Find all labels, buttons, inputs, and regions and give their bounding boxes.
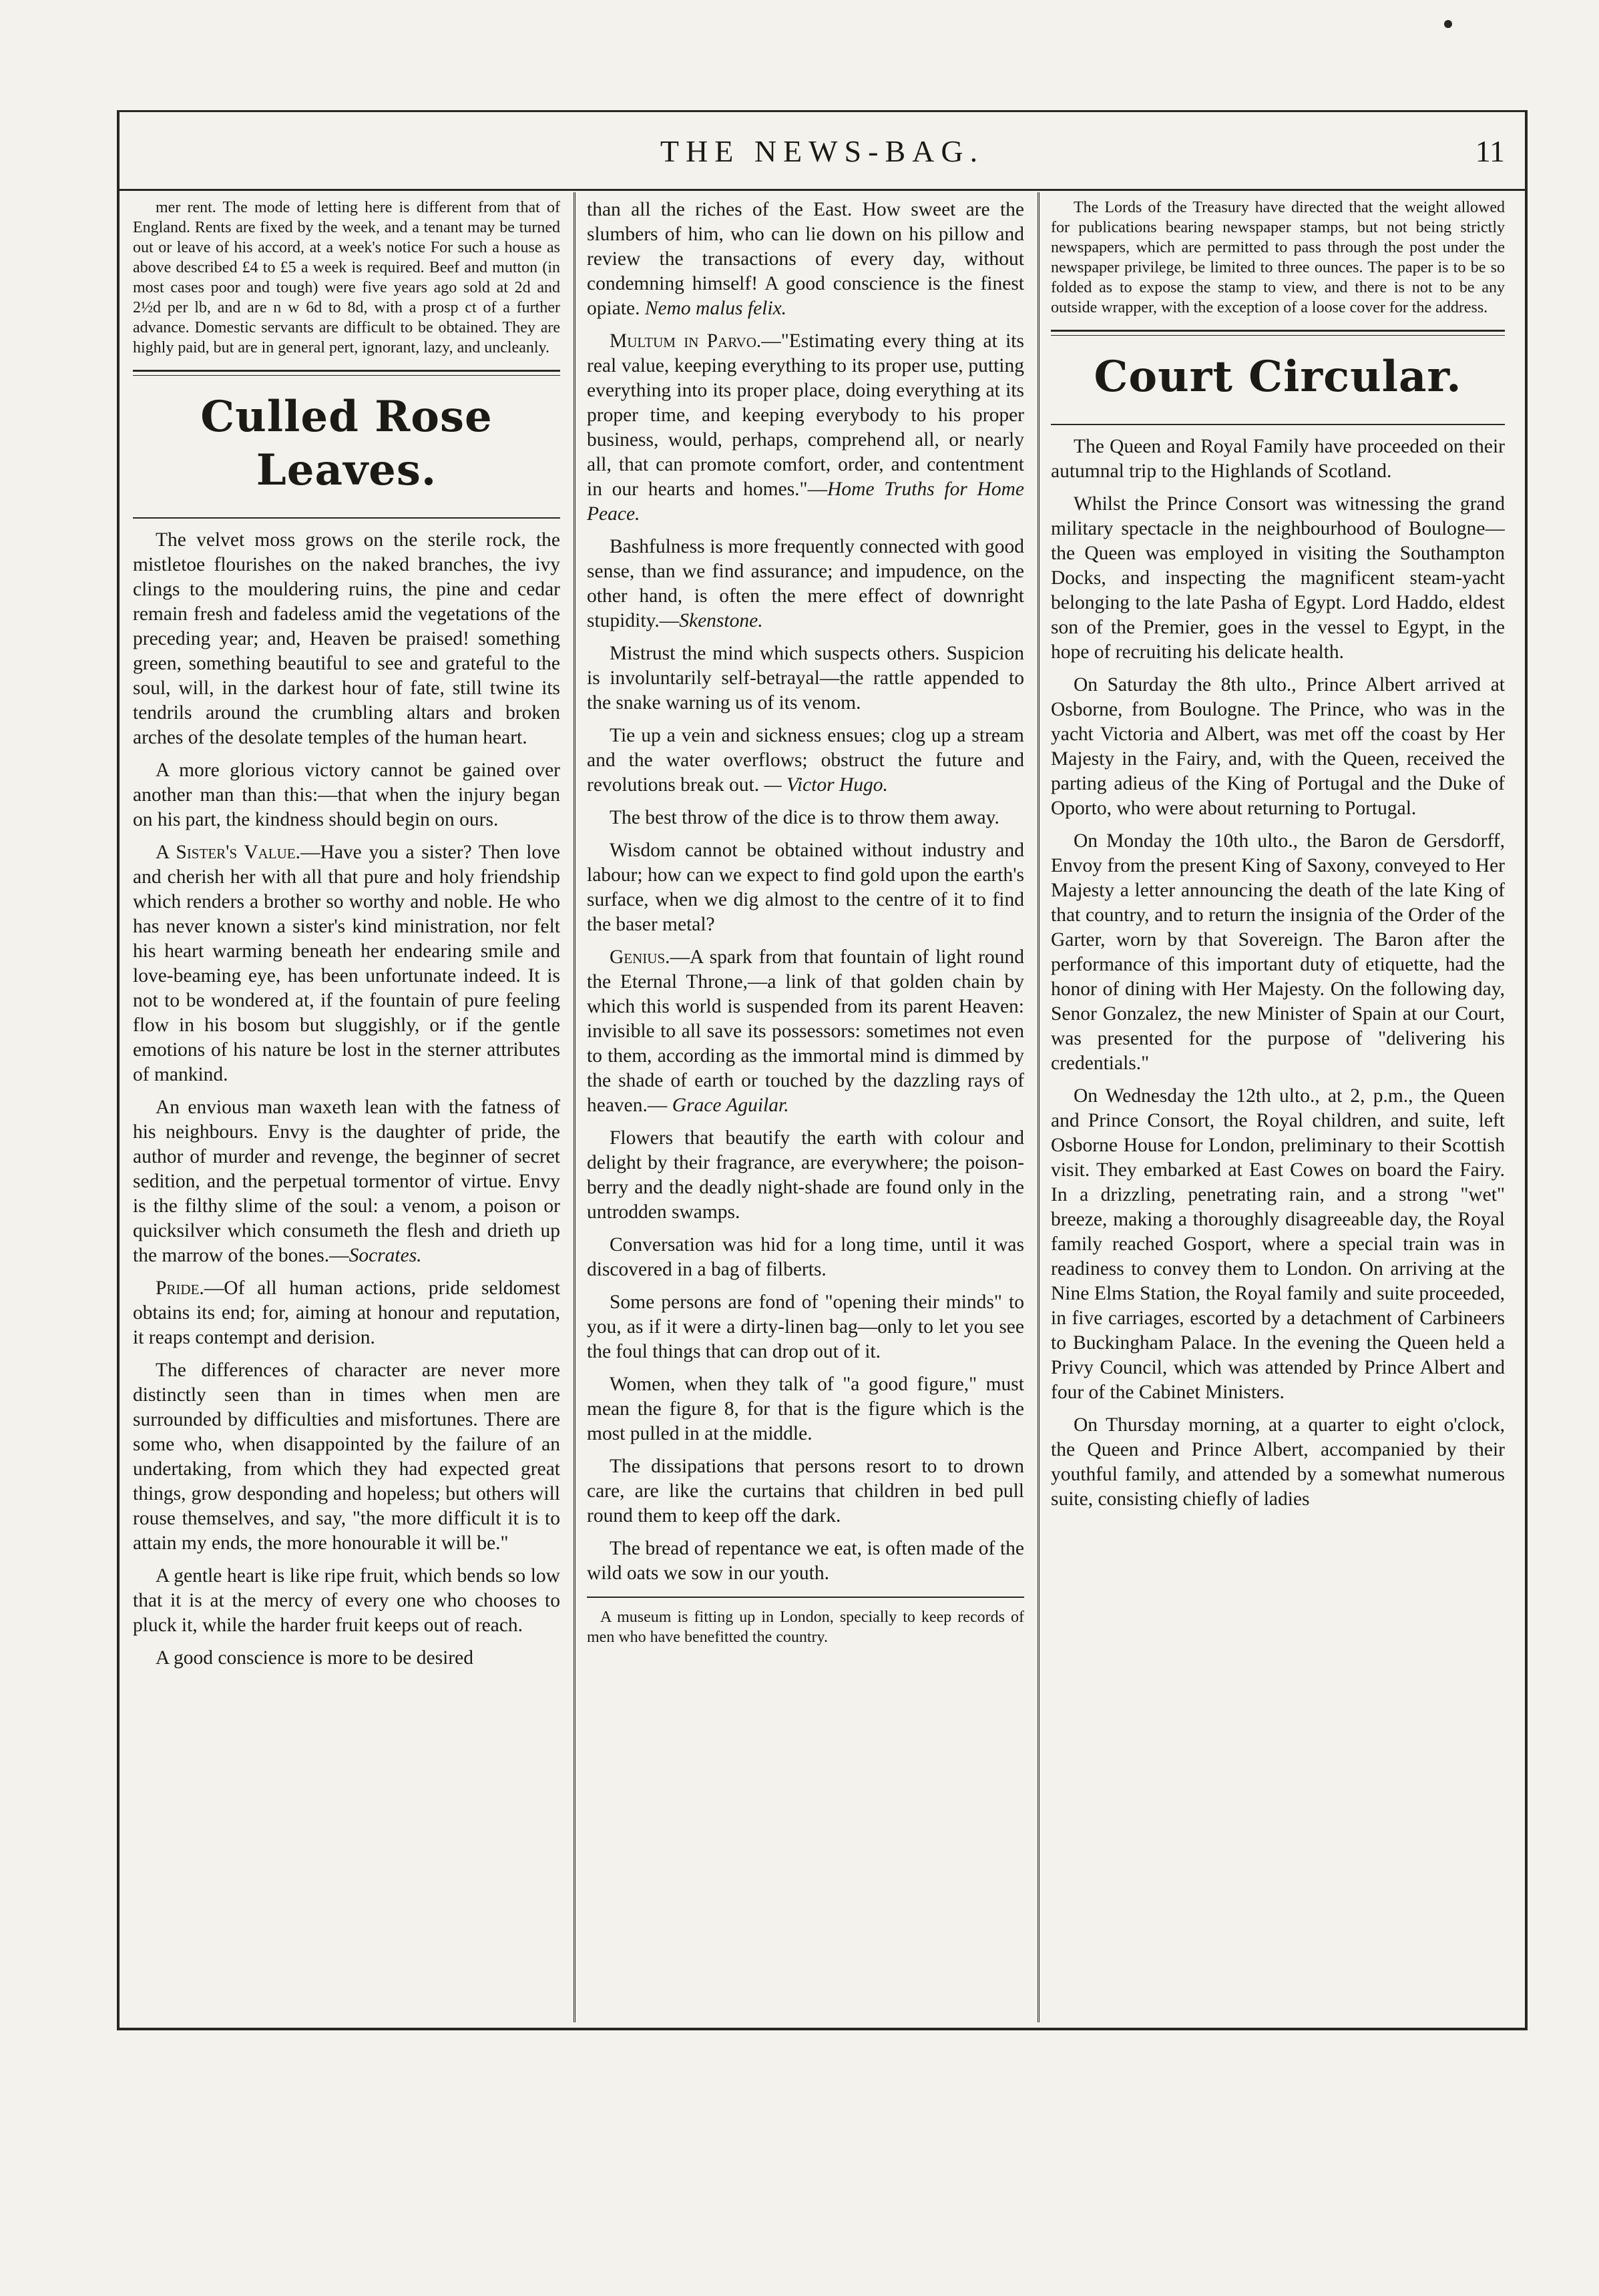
paragraph: Conversation was hid for a long time, until it was discovered in a bag of filberts.	[587, 1234, 1024, 1280]
article-continuation: mer rent. The mode of letting here is different from that of England. Rents are fixed by the week, and a tenant may be turned out or leave of his accord, at a week's notice For such a house as above described £4 to £5 a week is required. Beef and mutton (in most cases poor and tough) were five years ago sold at 2d and 2½d per lb, and are n w 6d to 8d, with a prosp ct of a further advance. Domestic servants are difficult to be obtained. They are highly paid, but are in general pert, ignorant, lazy, and uncleanly.	[133, 199, 560, 356]
paragraph: A more glorious victory cannot be gained over another man than this:—that when the injury began on his part, the kindness should begin on ours.	[133, 760, 560, 830]
column-rule-2	[1038, 192, 1040, 2022]
column-right	[1051, 198, 1505, 2017]
paragraph: On Monday the 10th ulto., the Baron de Gersdorff, Envoy from the present King of Saxony, conveyed to Her Majesty a letter announcing the death of the late King of that country, and to return the insignia of the Order of the Garter, worn by that Sovereign. The Baron after the performance of this important duty of etiquette, had the honor of dining with Her Majesty. On the following day, Senor Gonzalez, the new Minister of Spain at our Court, was presented for the purpose of "delivering his credentials."	[1051, 830, 1505, 1074]
paragraph: A good conscience is more to be desired	[156, 1647, 473, 1669]
paragraph-body: —Of all human actions, pride seldomest obtains its end; for, aiming at honour and reputation, it reaps contempt and derision.	[133, 1277, 560, 1348]
paragraph: Women, when they talk of "a good figure," must mean the figure 8, for that is the figure which is the most pulled in at the middle.	[587, 1374, 1024, 1444]
paragraph	[587, 535, 1024, 633]
paragraph-body: —A spark from that fountain of light round the Eternal Throne,—a link of that golden chain by which this world is suspended from its parent Heaven: invisible to all save its possessors: sometimes not even to them, according as the immortal mind is dimmed by the shade of earth or touched by the dazzling rays of heaven.—	[587, 946, 1024, 1116]
paragraph: Some persons are fond of "opening their minds" to you, as if it were a dirty-linen bag—only to let you see the foul things that can drop out of it.	[587, 1292, 1024, 1362]
paragraph-lead: Pride.	[156, 1277, 204, 1299]
attribution: Skenstone.	[679, 610, 763, 631]
paragraph-lead: Genius.	[610, 946, 670, 968]
paragraph-body: An envious man waxeth lean with the fatness of his neighbours. Envy is the daughter of pride, the author of murder and revenge, the beginner of secret sedition, and the perpetual tormentor of virtue. Envy is the filthy slime of the soul: a venom, a poison or quicksilver which consumeth the flesh and drieth up the marrow of the bones.—	[133, 1097, 560, 1266]
notice-divider	[587, 1597, 1024, 1598]
paragraph: The dissipations that persons resort to to drown care, are like the curtains that children in bed pull round them to keep off the dark.	[587, 1456, 1024, 1526]
paragraph-body: —"Estimating every thing at its real value, keeping everything to its proper use, putting everything into its proper place, doing everything at its proper time, and keeping everybody to his proper business, would, perhaps, comprehend all, or nearly all, that can promote comfort, order, and contentment in our hearts and homes."—	[587, 330, 1024, 500]
paragraph: The Queen and Royal Family have proceeded on their autumnal trip to the Highlands of Scotland.	[1051, 436, 1505, 482]
column-middle	[587, 198, 1024, 2017]
title-underline	[133, 517, 560, 519]
title-underline	[1051, 424, 1505, 425]
attribution: Nemo malus felix.	[644, 298, 787, 319]
paragraph-body: than all the riches of the East. How sweet are the slumbers of him, who can lie down on his pillow and review the transactions of every day, without condemning himself! A good conscience is the finest opiate.	[587, 199, 1024, 319]
attribution: Home Truths for Home Peace.	[587, 479, 1024, 525]
paragraph: On Thursday morning, at a quarter to eight o'clock, the Queen and Prince Albert, accompanied by their youthful family, and attended by a somewhat numerous suite, consisting chiefly of ladies	[1051, 1414, 1505, 1510]
paragraph: The velvet moss grows on the sterile rock, the mistletoe flourishes on the naked branches, the ivy clings to the mouldering ruins, the pine and cedar remain fresh and fadeless amid the vegetations of the preceding year; and, Heaven be praised! something green, something beautiful to see and grateful to the soul, will, in the darkest hour of fate, still twine its tendrils around the crumbling altars and broken arches of the desolate temples of the human heart.	[133, 529, 560, 748]
paragraph	[587, 945, 1024, 1118]
paragraph: Mistrust the mind which suspects others. Suspicion is involuntarily self-betrayal—the rattle appended to the snake warning us of its venom.	[587, 643, 1024, 713]
paragraph: Flowers that beautify the earth with colour and delight by their fragrance, are everywhere; the poison-berry and the deadly night-shade are found only in the untrodden swamps.	[587, 1127, 1024, 1223]
museum-notice: A museum is fitting up in London, specially to keep records of men who have benefitted the country.	[587, 1609, 1024, 1646]
paragraph-body: Tie up a vein and sickness ensues; clog up a stream and the water overflows; obstruct the future and revolutions break out.	[587, 725, 1024, 796]
paragraph	[133, 1276, 560, 1350]
paragraph: Whilst the Prince Consort was witnessing the grand military spectacle in the neighbourhood of Boulogne—the Queen was employed in visiting the Southampton Docks, and inspecting the magnificent steam-yacht belonging to the late Pasha of Egypt. Lord Haddo, eldest son of the Premier, goes in the vessel to Egypt, in the hope of recruiting his delicate health.	[1051, 493, 1505, 663]
attribution: Socrates.	[349, 1245, 422, 1266]
paragraph: On Wednesday the 12th ulto., at 2, p.m., the Queen and Prince Consort, the Royal children, and suite, left Osborne House for London, preliminary to their Scottish visit. They embarked at East Cowes on board the Fairy. In a drizzling, penetrating rain, and a strong "wet" breeze, making a thoroughly disagreeable day, the Royal family reached Gosport, where a special train was in readiness to convey them to London. On arriving at the Nine Elms Station, the Royal family and suite proceeded, in five carriages, escorted by a detachment of Carbineers to Buckingham Palace. In the evening the Queen held a Privy Council, which was attended by Prince Albert and four of the Cabinet Ministers.	[1051, 1085, 1505, 1403]
paragraph	[133, 1095, 560, 1268]
column-rule-1	[574, 192, 576, 2022]
section-divider	[133, 370, 560, 376]
paragraph	[587, 329, 1024, 527]
paragraph-body: —Have you a sister? Then love and cherish her with all that pure and holy friendship which renders a brother so worthy and noble. He who has never known a sister's kind ministration, nor felt his heart warming beneath her endearing smile and love-beaming eye, has been unfortunate indeed. It is not to be wondered at, if the fountain of pure feeling flow in his bosom but sluggishly, or if the gentle emotions of his nature be lost in the sterner attributes of mankind.	[133, 842, 560, 1085]
paragraph-lead: Multum in Parvo.	[610, 330, 762, 352]
paragraph	[587, 198, 1024, 321]
paragraph: A gentle heart is like ripe fruit, which bends so low that it is at the mercy of every one who chooses to pluck it, while the harder fruit keeps out of reach.	[133, 1565, 560, 1636]
section-title-rose-leaves: Culled Rose Leaves.	[200, 392, 493, 495]
page-frame	[117, 110, 1528, 2030]
paragraph: The best throw of the dice is to throw them away.	[610, 807, 999, 828]
paragraph-body: Bashfulness is more frequently connected with good sense, than we find assurance; and impudence, on the other hand, is often the mere effect of downright stupidity.—	[587, 536, 1024, 631]
paragraph: The bread of repentance we eat, is often made of the wild oats we sow in our youth.	[587, 1538, 1024, 1584]
attribution: Grace Aguilar.	[672, 1095, 789, 1116]
page-number: 11	[1475, 134, 1505, 168]
running-header	[120, 112, 1525, 191]
paragraph: On Saturday the 8th ulto., Prince Albert arrived at Osborne, from Boulogne. The Prince, who was in the yacht Victoria and Albert, was met off the coast by Her Majesty in the Fairy, and, with the Queen, received the parting adieus of the King of Portugal and the Duke of Oporto, who were about returning to Portugal.	[1051, 674, 1505, 819]
column-left	[133, 198, 560, 2017]
attribution: — Victor Hugo.	[764, 774, 888, 796]
paragraph: The differences of character are never more distinctly seen than in times when men are surrounded by difficulties and misfortunes. There are some who, when disappointed by the failure of an undertaking, from which they had expected great things, grow desponding and hopeless; but others will rouse themselves, and say, "the more difficult it is to attain my ends, the more honourable it will be."	[133, 1360, 560, 1554]
paragraph-lead: A Sister's Value.	[156, 842, 301, 863]
paragraph: Wisdom cannot be obtained without industry and labour; how can we expect to find gold upon the earth's surface, when we dig almost to the centre of it to find the baser metal?	[587, 840, 1024, 935]
paragraph	[587, 724, 1024, 798]
paragraph	[133, 840, 560, 1087]
section-divider	[1051, 330, 1505, 336]
ink-speck	[1444, 20, 1452, 28]
section-title-court-circular: Court Circular.	[1094, 352, 1462, 402]
treasury-notice: The Lords of the Treasury have directed that the weight allowed for publications bearing newspaper stamps, but not being strictly newspapers, which are permitted to pass through the post under the newspaper privilege, be limited to three ounces. The paper is to be so folded as to expose the stamp to view, and there is not to be any outside wrapper, with the exception of a loose cover for the address.	[1051, 199, 1505, 316]
running-title: THE NEWS-BAG.	[660, 134, 985, 168]
